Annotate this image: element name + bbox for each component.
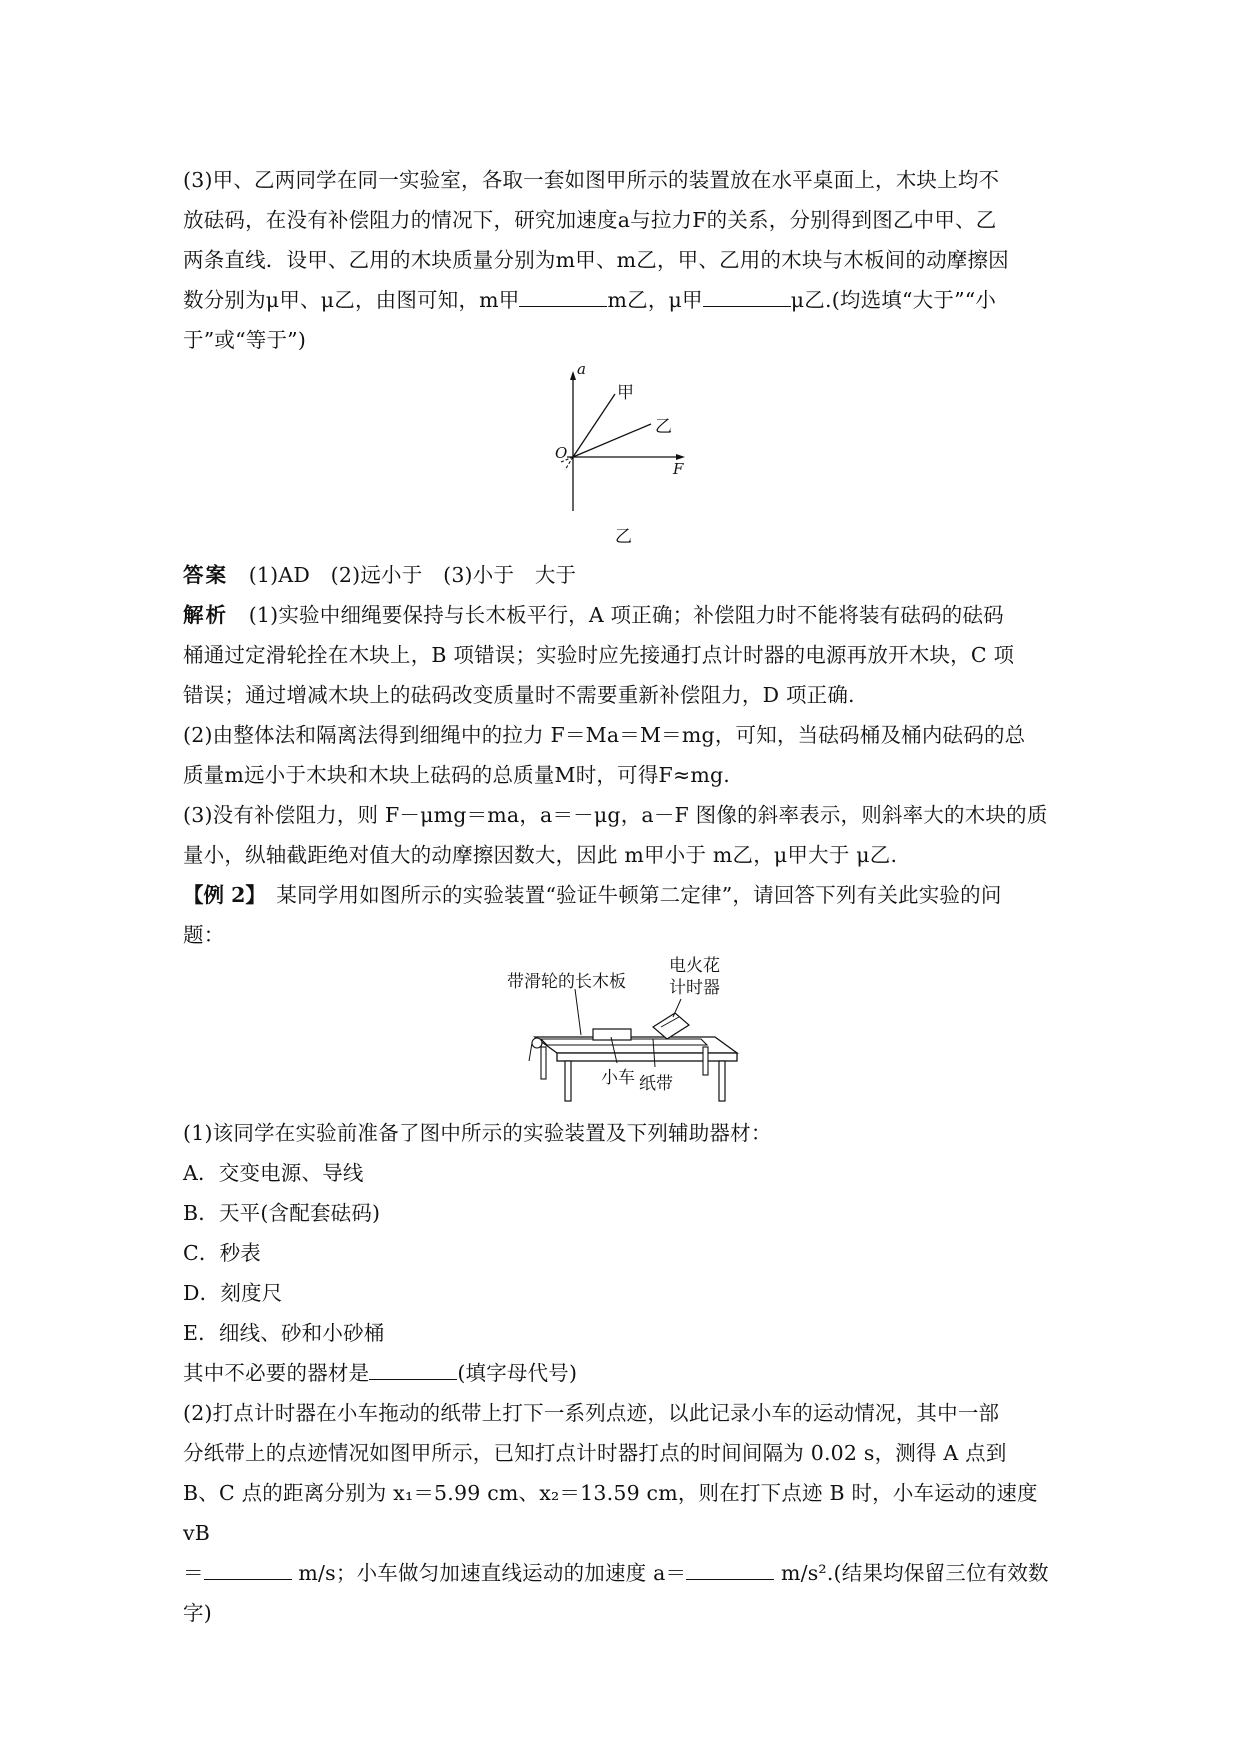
table-edge: [557, 1053, 737, 1061]
answer-label: 答案: [183, 563, 228, 587]
pulley: [532, 1038, 542, 1048]
part2-line-1: (2)打点计时器在小车拖动的纸带上打下一系列点迹，以此记录小车的运动情况，其中一部: [183, 1401, 1000, 1425]
answer-blank-velocity[interactable]: [204, 1561, 292, 1580]
analysis-p1-line-2: 桶通过定滑轮拴在木块上，B 项错误；实验时应先接通打点计时器的电源再放开木块，C 项: [183, 643, 1015, 667]
table-leg-back-right: [703, 1047, 708, 1075]
apparatus-figure: [505, 956, 755, 1105]
leader-board: [575, 989, 581, 1035]
part2-line-4: [183, 1553, 1063, 1593]
document-page: [183, 160, 1063, 1633]
q3-line-1: (3)甲、乙两同学在同一实验室，各取一套如图甲所示的装置放在水平桌面上，木块上均不: [183, 168, 1000, 192]
tape-label: 纸带: [639, 1074, 673, 1094]
figure-caption: 乙: [615, 527, 632, 547]
part2-line-4-part-b: m/s；小车做匀加速直线运动的加速度 a＝: [291, 1561, 687, 1585]
option-e: E．细线、砂和小砂桶: [183, 1321, 385, 1345]
example2-label: 【例 2】: [183, 883, 256, 907]
a-f-graph-figure: [555, 360, 703, 551]
y-axis-label: a: [577, 360, 586, 378]
analysis-p3-line-2: 量小，纵轴截距绝对值大的动摩擦因数大，因此 m甲小于 m乙，μ甲大于 μ乙.: [183, 843, 898, 867]
q3-line-3: 两条直线．设甲、乙用的木块质量分别为m甲、m乙，甲、乙用的木块与木板间的动摩擦因: [183, 248, 1009, 272]
q3-line-4-part-a: 数分别为μ甲、μ乙，由图可知，m甲: [183, 288, 520, 312]
y-axis-arrow: [570, 371, 576, 380]
option-c: C．秒表: [183, 1241, 261, 1265]
part2-line-2: 分纸带上的点迹情况如图甲所示，已知打点计时器打点的时间间隔为 0.02 s，测得 A 点到: [183, 1441, 1007, 1465]
example2-line-1: [183, 875, 1063, 915]
analysis-p2-line-1: (2)由整体法和隔离法得到细绳中的拉力 F＝Ma＝M＝mg，可知，当砝码桶及桶内砝码的总: [183, 723, 1026, 747]
line-yi-label: 乙: [655, 417, 672, 437]
cart-label: 小车: [601, 1068, 635, 1088]
answer-blank-equipment[interactable]: [369, 1361, 457, 1380]
table-leg-front-right: [719, 1061, 725, 1101]
analysis-p2-line-2: 质量m远小于木块和木块上砝码的总质量M时，可得F≈mg.: [183, 763, 731, 787]
answer-line: [183, 555, 1063, 595]
table-leg-front-left: [565, 1061, 571, 1101]
board-label: 带滑轮的长木板: [507, 972, 626, 992]
part2-line-3: B、C 点的距离分别为 x₁＝5.99 cm、x₂＝13.59 cm，则在打下点迹 B 时，小车运动的速度 vB: [183, 1481, 1038, 1545]
string: [529, 1043, 532, 1061]
analysis-p3-line-1: (3)没有补偿阻力，则 F－μmg＝ma，a＝－μg，a－F 图像的斜率表示，则斜率大的木块的质: [183, 803, 1048, 827]
timer-label-line-1: 电火花: [669, 956, 720, 976]
cart: [593, 1029, 631, 1040]
q3-line-4-part-c: μ乙.(均选填“大于”“小: [790, 288, 997, 312]
q3-line-4-part-b: m乙，μ甲: [607, 288, 703, 312]
analysis-label: 解析: [183, 603, 228, 627]
answer-text: (1)AD (2)远小于 (3)小于 大于: [248, 563, 577, 587]
spark-timer: [653, 1013, 689, 1039]
example2-line-2: 题：: [183, 923, 225, 947]
answer-blank-mass[interactable]: [519, 288, 607, 307]
example2-text-1: 某同学用如图所示的实验装置“验证牛顿第二定律”，请回答下列有关此实验的问: [276, 883, 1002, 907]
analysis-p1-line-1: [183, 595, 1063, 635]
part2-line-4-part-a: ＝: [183, 1561, 204, 1585]
x-axis-label: F: [673, 460, 684, 478]
analysis-p1-line-3: 错误；通过增减木块上的砝码改变质量时不需要重新补偿阻力，D 项正确.: [183, 683, 855, 707]
option-d: D．刻度尺: [183, 1281, 283, 1305]
option-a: A．交变电源、导线: [183, 1161, 364, 1185]
timer-label-line-2: 计时器: [669, 978, 720, 998]
table-leg-back-left: [541, 1047, 546, 1079]
part1-intro: (1)该同学在实验前准备了图中所示的实验装置及下列辅助器材：: [183, 1121, 772, 1145]
origin-label: O: [555, 444, 568, 462]
part1-question-b: (填字母代号): [457, 1361, 578, 1385]
analysis-p1-text-1: (1)实验中细绳要保持与长木板平行，A 项正确；补偿阻力时不能将装有砝码的砝码: [248, 603, 1004, 627]
answer-blank-acceleration[interactable]: [686, 1561, 774, 1580]
option-b: B．天平(含配套砝码): [183, 1201, 381, 1225]
part2-line-5: 字): [183, 1601, 212, 1625]
part2-line-4-part-c: m/s².(结果均保留三位有效数: [774, 1561, 1049, 1585]
q3-line-5: 于”或“等于”): [183, 328, 307, 352]
answer-blank-friction[interactable]: [703, 288, 791, 307]
part1-question-a: 其中不必要的器材是: [183, 1361, 370, 1385]
q3-line-4: [183, 280, 1063, 320]
part1-question: [183, 1353, 1063, 1393]
q3-line-2: 放砝码，在没有补偿阻力的情况下，研究加速度a与拉力F的关系，分别得到图乙中甲、乙: [183, 208, 997, 232]
line-jia-label: 甲: [617, 383, 634, 403]
